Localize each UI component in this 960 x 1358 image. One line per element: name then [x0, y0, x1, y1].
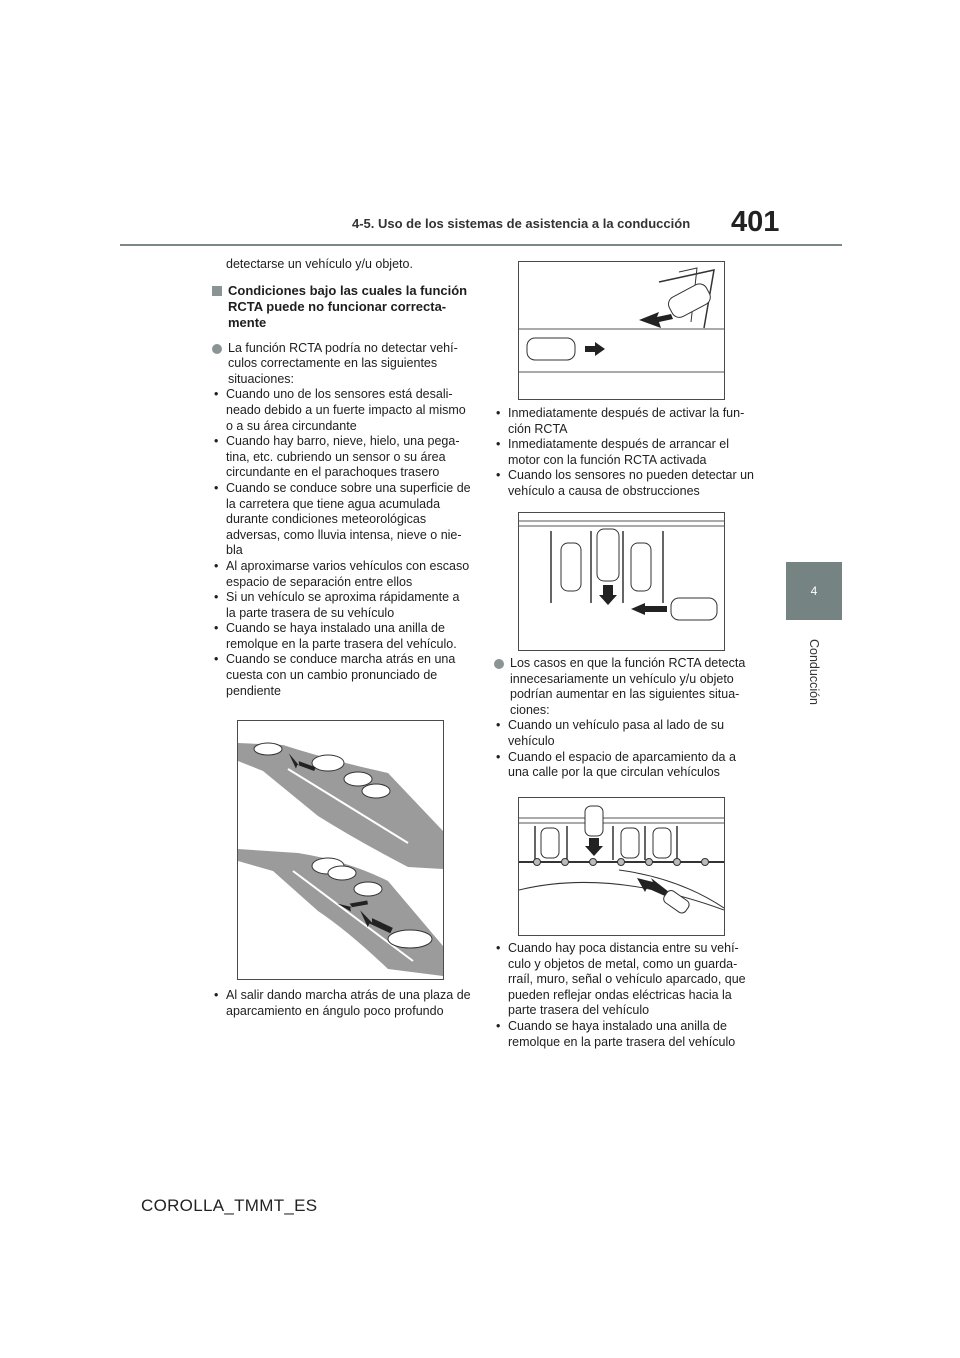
- chapter-tab[interactable]: 4: [786, 562, 842, 620]
- list-item: • Cuando un vehículo pasa al lado de su vehículo: [492, 718, 754, 749]
- header-divider: [120, 244, 842, 246]
- circle-bullet-icon: [494, 659, 504, 669]
- list-item: • Al aproximarse varios vehículos con escaso espacio de separación entre ellos: [210, 559, 472, 590]
- list-item: • Cuando se haya instalado una anilla de remolque en la parte trasera del vehículo: [492, 1019, 754, 1050]
- chapter-label-text: Conducción: [807, 638, 821, 706]
- list-item: • Cuando se conduce marcha atrás en una cuesta con un cambio pronunciado de pendiente: [210, 652, 472, 699]
- list-item: • Si un vehículo se aproxima rápidamente a la parte trasera de su vehículo: [210, 590, 472, 621]
- lead-paragraph: [492, 656, 754, 718]
- lead-paragraph-text: La función RCTA podría no detectar vehí-culos correctamente en las siguientes situaciones:: [228, 340, 458, 386]
- list-item: • Cuando hay poca distancia entre su vehí-culo y objetos de metal, como un guarda-rraíl, muro, señal o vehículo aparcado, que pueden reflejar ondas eléctricas hacia la parte trasera del vehículo: [492, 941, 754, 1019]
- list-item: • Cuando se haya instalado una anilla de remolque en la parte trasera del vehículo.: [210, 621, 472, 652]
- right-column-part3: [492, 941, 754, 1050]
- list-item: • Al salir dando marcha atrás de una plaza de aparcamiento en ángulo poco profundo: [210, 988, 472, 1019]
- chapter-label: [789, 632, 839, 712]
- circle-bullet-icon: [212, 344, 222, 354]
- section-title: 4-5. Uso de los sistemas de asistencia a la conducción: [352, 216, 691, 231]
- figure-street-parking: [518, 797, 725, 936]
- section-heading-text: Condiciones bajo las cuales la función RCTA puede no funcionar correcta-mente: [228, 282, 468, 330]
- intro-text: detectarse un vehículo y/u objeto.: [226, 257, 413, 271]
- document-code: COROLLA_TMMT_ES: [141, 1196, 318, 1215]
- right-column-part1: [492, 406, 754, 500]
- left-column: [210, 257, 472, 699]
- page-number: 401: [731, 206, 780, 238]
- list-item: • Inmediatamente después de activar la fun-ción RCTA: [492, 406, 754, 437]
- figure-angled-parking: [518, 261, 725, 400]
- lead-paragraph: [210, 341, 472, 388]
- list-item: • Cuando uno de los sensores está desali-neado debido a un fuerte impacto al mismo o a su área circundante: [210, 387, 472, 434]
- list-item: • Cuando hay barro, nieve, hielo, una pega-tina, etc. cubriendo un sensor o su área circundante en el parachoques trasero: [210, 434, 472, 481]
- left-column-after-figure: [210, 988, 472, 1019]
- list-item: • Cuando se conduce sobre una superficie de la carretera que tiene agua acumulada durante condiciones meteorológicas adversas, como lluvia intensa, nieve o nie-bla: [210, 481, 472, 559]
- section-heading: [210, 283, 472, 331]
- lead-paragraph-text: Los casos en que la función RCTA detecta innecesariamente un vehículo y/u objeto podrían aumentar en las siguientes situa-ciones:: [510, 656, 746, 717]
- list-item: • Cuando el espacio de aparcamiento da a una calle por la que circulan vehículos: [492, 750, 754, 781]
- figure-obstruction: [518, 512, 725, 651]
- right-column-part2: [492, 656, 754, 781]
- list-item: • Cuando los sensores no pueden detectar un vehículo a causa de obstrucciones: [492, 468, 754, 499]
- square-bullet-icon: [212, 286, 222, 296]
- list-item: • Inmediatamente después de arrancar el motor con la función RCTA activada: [492, 437, 754, 468]
- figure-slope: [237, 720, 444, 980]
